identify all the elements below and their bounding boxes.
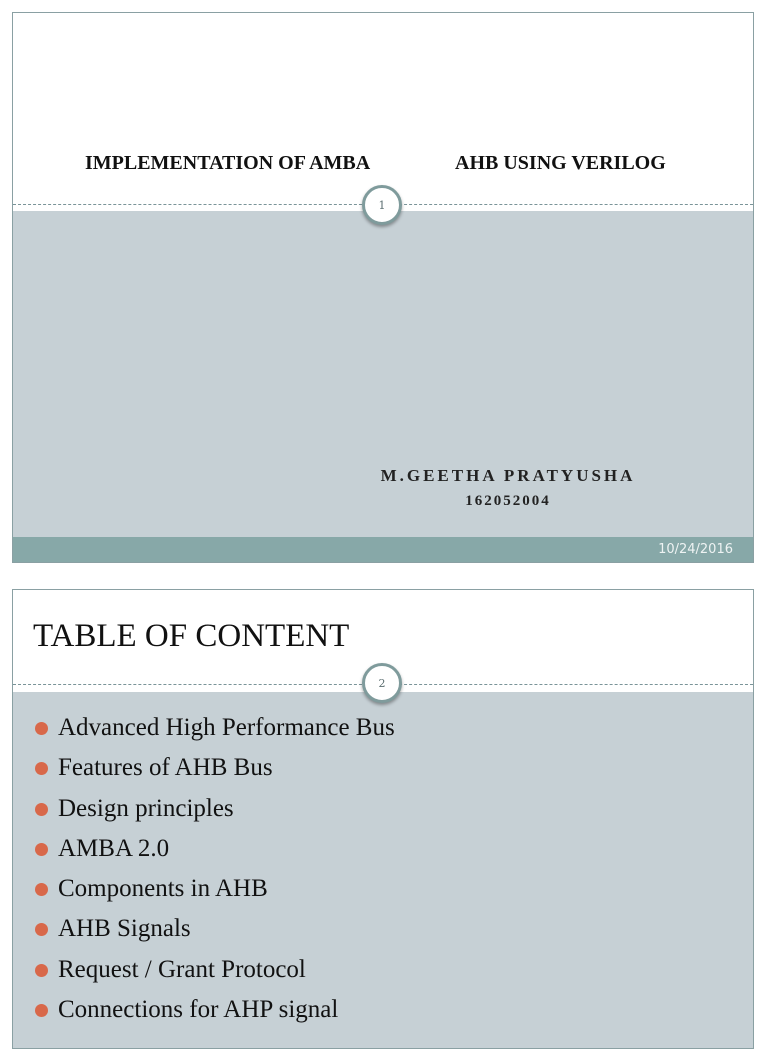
slide-1-body bbox=[13, 211, 753, 537]
slide-1-title-part1: IMPLEMENTATION OF AMBA bbox=[85, 152, 371, 174]
list-item-label: Components in AHB bbox=[58, 875, 268, 903]
list-item-label: AHB Signals bbox=[58, 915, 191, 943]
bullet-icon bbox=[35, 843, 48, 856]
bullet-icon bbox=[35, 883, 48, 896]
slide-2 bbox=[12, 589, 754, 1049]
list-item bbox=[33, 748, 395, 788]
slide-number-badge: 1 bbox=[362, 185, 402, 225]
list-item-label: Features of AHB Bus bbox=[58, 754, 273, 782]
bullet-icon bbox=[35, 722, 48, 735]
slide-1-footer bbox=[13, 537, 753, 563]
list-item-label: Advanced High Performance Bus bbox=[58, 714, 395, 741]
list-item bbox=[33, 708, 395, 748]
list-item-label: Connections for AHP signal bbox=[58, 996, 339, 1024]
bullet-icon bbox=[35, 964, 48, 977]
list-item bbox=[33, 869, 395, 909]
list-item-label: Request / Grant Protocol bbox=[58, 955, 306, 983]
list-item bbox=[33, 909, 395, 949]
slide-number-badge: 2 bbox=[362, 663, 402, 703]
list-item bbox=[33, 990, 395, 1030]
author-id: 162052004 bbox=[465, 493, 551, 509]
author-name: M.GEETHA PRATYUSHA bbox=[380, 466, 636, 485]
slide-1-title-part2: AHB USING VERILOG bbox=[455, 152, 666, 174]
bullet-icon bbox=[35, 762, 48, 775]
table-of-contents-list bbox=[33, 708, 395, 1030]
list-item bbox=[33, 950, 395, 990]
list-item bbox=[33, 789, 395, 829]
slide-1 bbox=[12, 12, 754, 563]
bullet-icon bbox=[35, 923, 48, 936]
slide-2-title: TABLE OF CONTENT bbox=[33, 618, 350, 654]
bullet-icon bbox=[35, 803, 48, 816]
list-item-label: Design principles bbox=[58, 794, 234, 822]
slide-1-header bbox=[13, 13, 753, 205]
list-item bbox=[33, 829, 395, 869]
bullet-icon bbox=[35, 1004, 48, 1017]
slide-date: 10/24/2016 bbox=[658, 542, 733, 557]
list-item-label: AMBA 2.0 bbox=[58, 834, 170, 862]
